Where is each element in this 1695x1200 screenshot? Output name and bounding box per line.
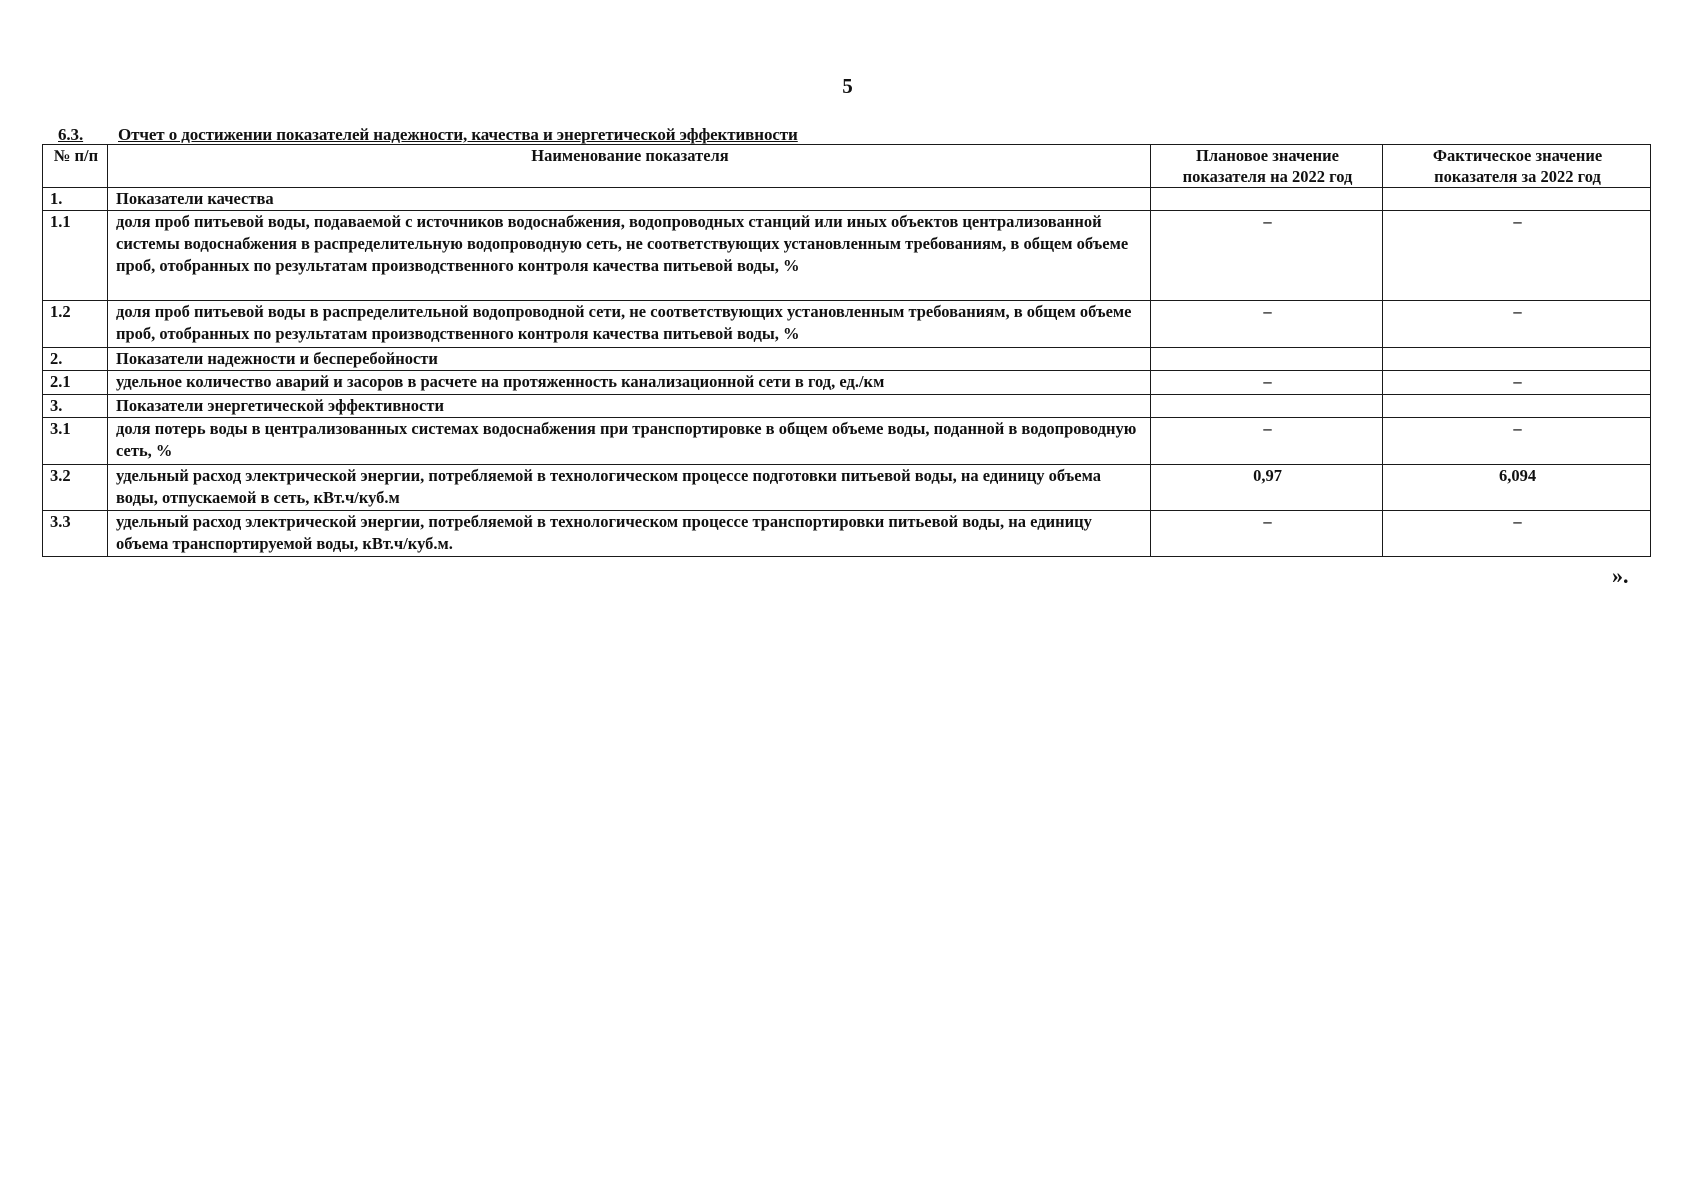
header-fact: Фактическое значение показателя за 2022 год (1383, 145, 1651, 188)
row-num: 2.1 (43, 371, 108, 395)
row-name: доля проб питьевой воды в распределительной водопроводной сети, не соответствующих установленным требованиям, в общем объеме проб, отобранных по результатам производственного контроля качества питьевой воды, % (108, 301, 1151, 348)
row-name: Показатели надежности и бесперебойности (108, 348, 1151, 371)
row-plan (1151, 395, 1383, 418)
row-num: 3.3 (43, 511, 108, 557)
table-row (43, 371, 1651, 395)
row-num: 1. (43, 188, 108, 211)
table-row (43, 395, 1651, 418)
row-name: доля потерь воды в централизованных системах водоснабжения при транспортировке в общем объеме воды, поданной в водопроводную сеть, % (108, 418, 1151, 465)
row-num: 1.2 (43, 301, 108, 348)
row-fact (1383, 395, 1651, 418)
row-num: 1.1 (43, 211, 108, 301)
row-plan: – (1151, 301, 1383, 348)
row-fact: – (1383, 371, 1651, 395)
row-fact: – (1383, 418, 1651, 465)
page-number: 5 (842, 74, 853, 98)
row-plan (1151, 188, 1383, 211)
table-row (43, 418, 1651, 465)
row-name: удельный расход электрической энергии, потребляемой в технологическом процессе транспортировки питьевой воды, на единицу объема транспортируемой воды, кВт.ч/куб.м. (108, 511, 1151, 557)
row-num: 3.1 (43, 418, 108, 465)
row-fact: – (1383, 211, 1651, 301)
row-fact (1383, 348, 1651, 371)
closing-quote-mark: ». (1612, 563, 1629, 588)
row-fact: – (1383, 301, 1651, 348)
table-row (43, 188, 1651, 211)
table-row (43, 211, 1651, 301)
row-plan: – (1151, 371, 1383, 395)
section-title: Отчет о достижении показателей надежности, качества и энергетической эффективности (118, 125, 798, 144)
table-row (43, 511, 1651, 557)
row-name: удельный расход электрической энергии, потребляемой в технологическом процессе подготовки питьевой воды, на единицу объема воды, отпускаемой в сеть, кВт.ч/куб.м (108, 465, 1151, 511)
row-name: Показатели энергетической эффективности (108, 395, 1151, 418)
row-num: 2. (43, 348, 108, 371)
section-number: 6.3. (58, 125, 84, 144)
section-heading (58, 125, 798, 145)
row-name: доля проб питьевой воды, подаваемой с источников водоснабжения, водопроводных станций или иных объектов централизованной системы водоснабжения в распределительную водопроводную сеть, не соответствующих установленным требованиям, в общем объеме проб, отобранных по результатам производственного контроля качества питьевой воды, % (108, 211, 1151, 301)
row-fact: – (1383, 511, 1651, 557)
table-row (43, 301, 1651, 348)
row-name: Показатели качества (108, 188, 1151, 211)
row-name: удельное количество аварий и засоров в расчете на протяженность канализационной сети в год, ед./км (108, 371, 1151, 395)
row-plan (1151, 348, 1383, 371)
indicators-table (42, 144, 1651, 557)
row-plan: 0,97 (1151, 465, 1383, 511)
row-fact: 6,094 (1383, 465, 1651, 511)
row-plan: – (1151, 418, 1383, 465)
header-name: Наименование показателя (108, 145, 1151, 188)
table-row (43, 465, 1651, 511)
row-plan: – (1151, 511, 1383, 557)
table-row (43, 348, 1651, 371)
row-fact (1383, 188, 1651, 211)
row-plan: – (1151, 211, 1383, 301)
header-num: № п/п (43, 145, 108, 188)
row-num: 3.2 (43, 465, 108, 511)
row-num: 3. (43, 395, 108, 418)
table-header-row (43, 145, 1651, 188)
header-plan: Плановое значение показателя на 2022 год (1151, 145, 1383, 188)
